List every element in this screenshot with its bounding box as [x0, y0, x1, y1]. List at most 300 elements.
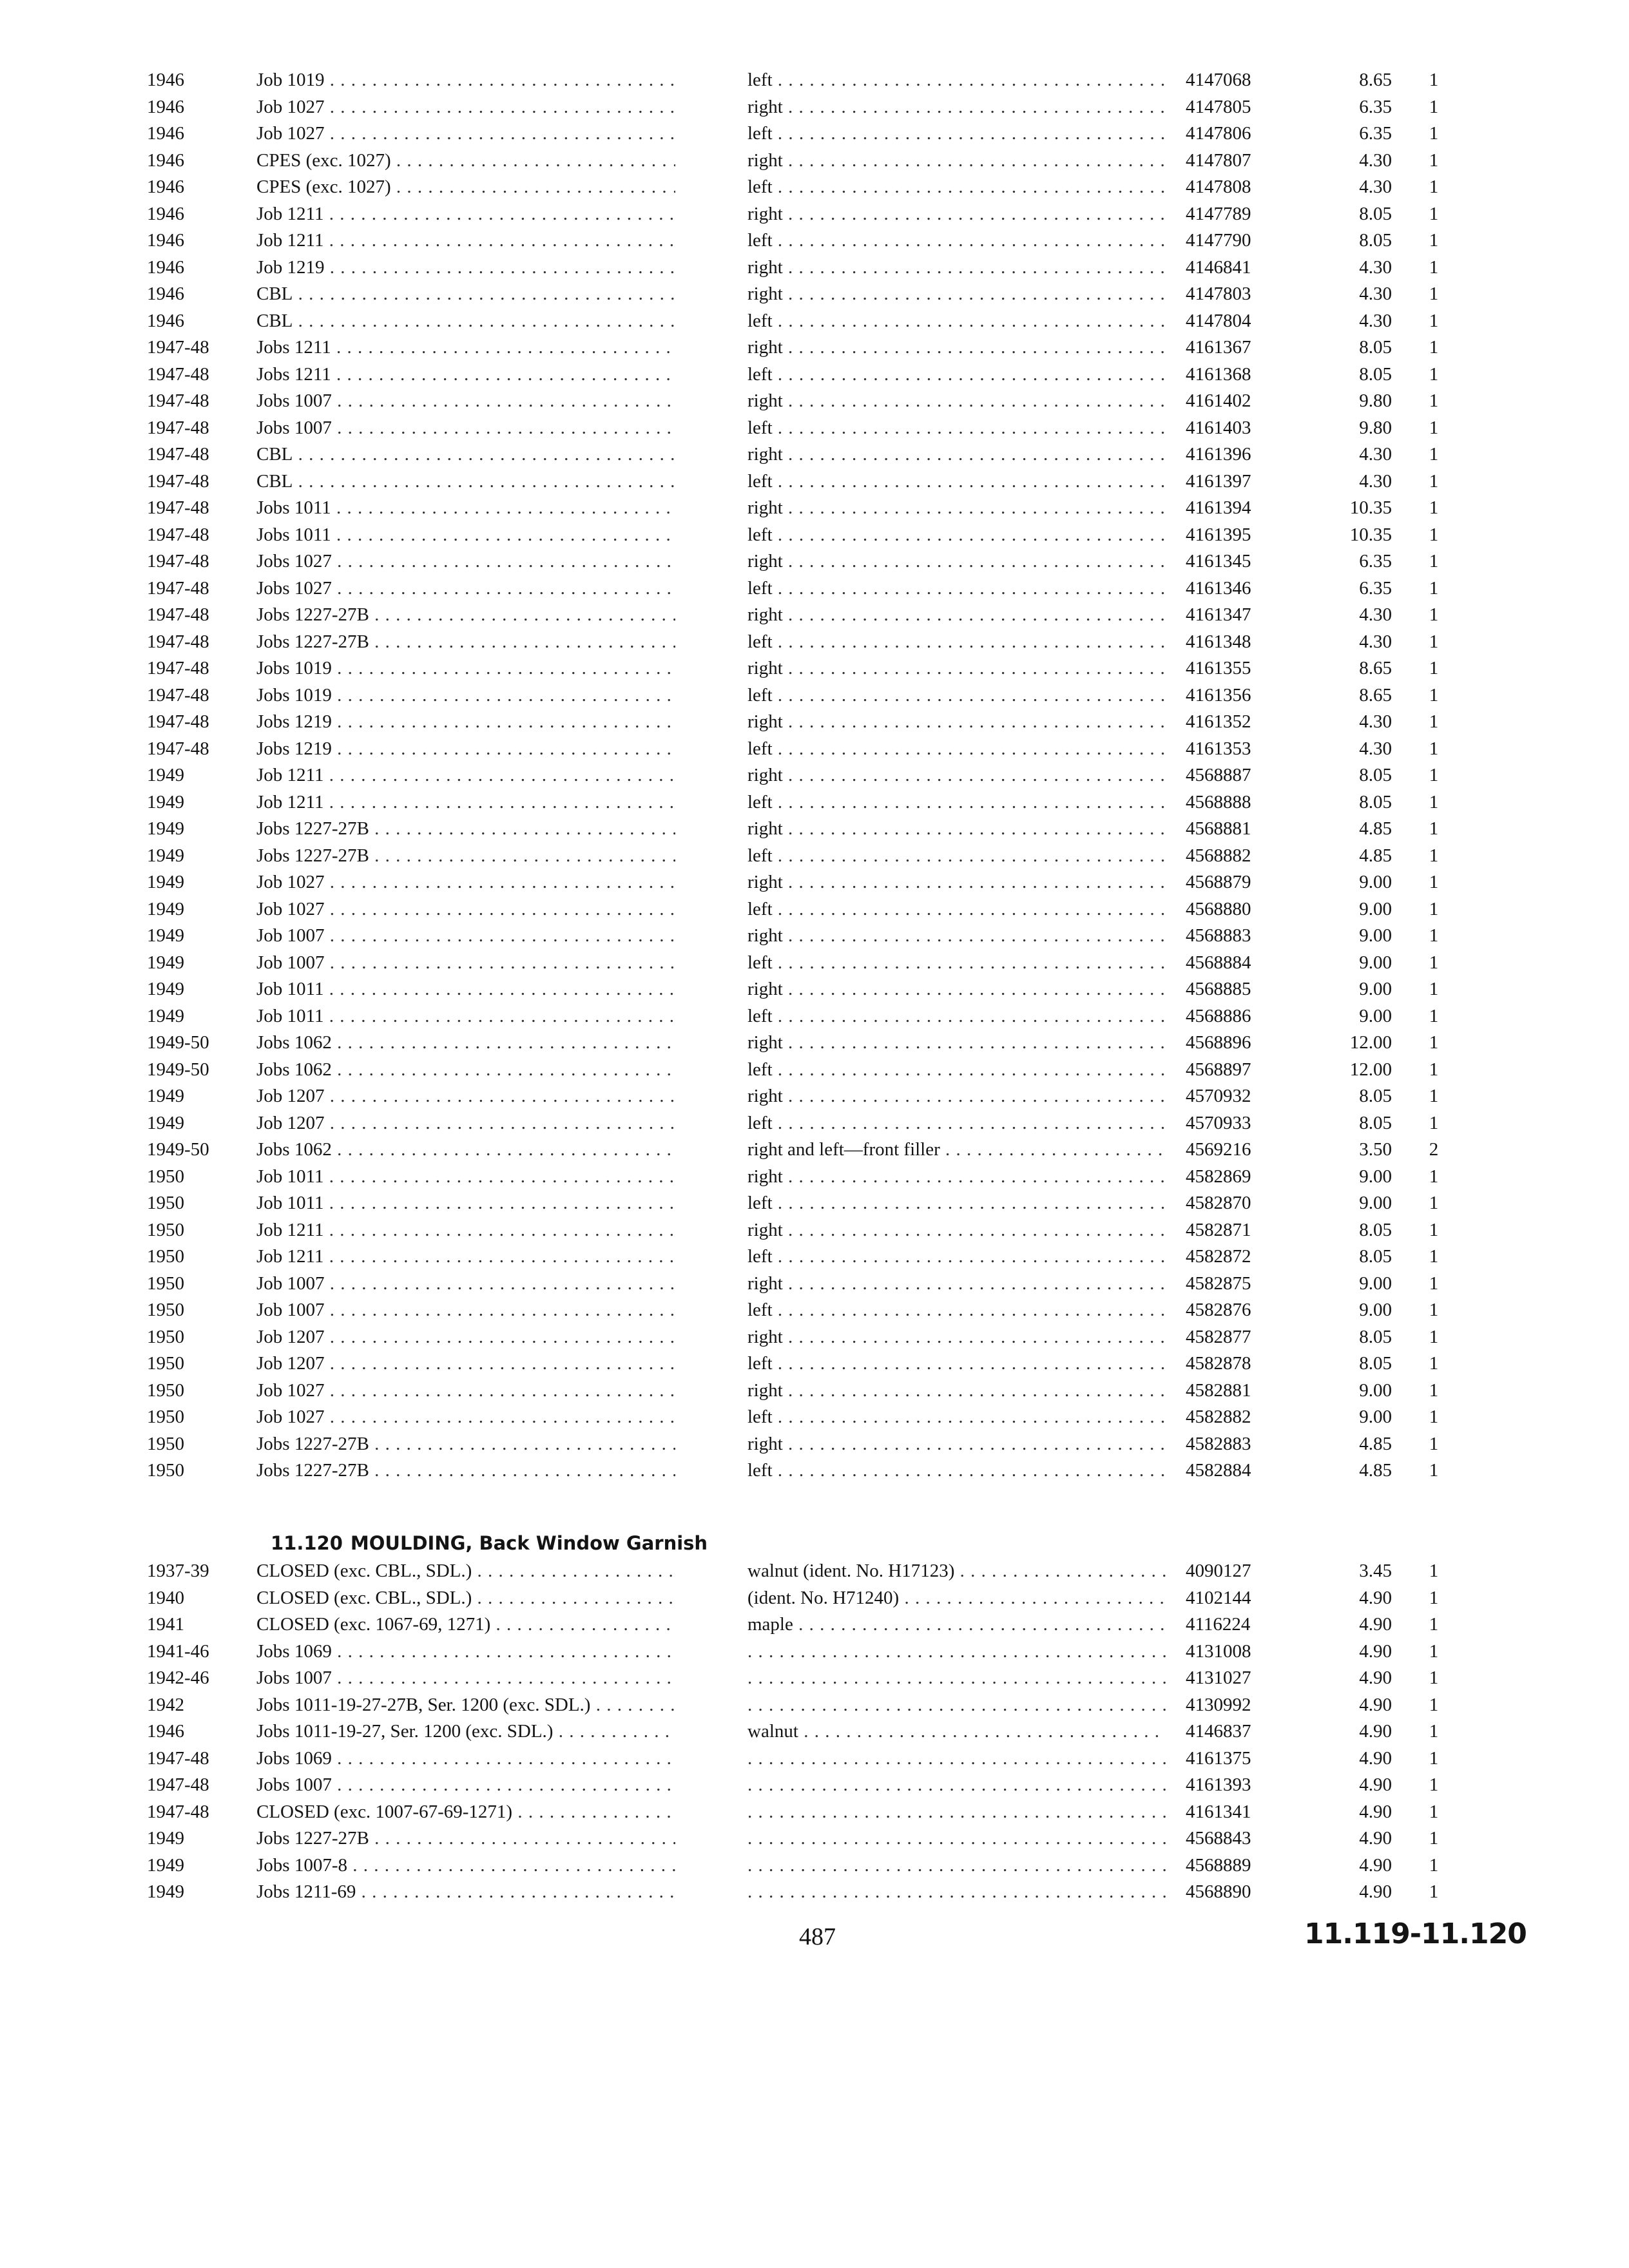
year-cell: 1949 — [147, 845, 184, 866]
quantity-cell: 1 — [1429, 1614, 1439, 1635]
description-cell — [747, 1852, 1166, 1879]
price-cell: 8.65 — [1359, 658, 1392, 678]
table-row — [0, 1558, 1629, 1584]
description-cell: right . . . — [747, 869, 1166, 896]
quantity-cell: 1 — [1429, 203, 1439, 224]
table-row — [0, 1692, 1629, 1718]
year-cell: 1946 — [147, 256, 184, 278]
description-cell: left . . . — [747, 1297, 1166, 1323]
part-number-cell: 4568896 — [1186, 1032, 1251, 1053]
part-number-cell: 4161395 — [1186, 524, 1251, 545]
table-row — [0, 1057, 1629, 1083]
part-number-cell: 4582882 — [1186, 1407, 1251, 1427]
job-cell: Job 1019 . . . — [256, 67, 675, 93]
job-cell: Jobs 1227-27B . . . — [256, 629, 675, 655]
year-cell: 1947-48 — [147, 551, 209, 572]
part-number-cell: 4568886 — [1186, 1005, 1251, 1026]
price-cell: 8.05 — [1359, 1112, 1392, 1133]
table-row — [0, 201, 1629, 227]
quantity-cell: 1 — [1429, 1379, 1439, 1401]
table-row — [0, 94, 1629, 120]
table-row — [0, 1639, 1629, 1665]
job-cell: Job 1027 . . . — [256, 94, 675, 120]
part-number-cell: 4116224 — [1186, 1614, 1251, 1635]
description-cell: left . . . — [747, 1003, 1166, 1030]
price-cell: 3.50 — [1359, 1139, 1392, 1160]
price-cell: 9.00 — [1359, 898, 1392, 919]
price-cell: 4.90 — [1359, 1721, 1392, 1742]
part-number-cell: 4582877 — [1186, 1326, 1251, 1347]
price-cell: 4.90 — [1359, 1854, 1392, 1876]
price-cell: 9.00 — [1359, 872, 1392, 892]
job-cell: Jobs 1219 . . . — [256, 709, 675, 735]
quantity-cell: 1 — [1429, 1273, 1439, 1294]
table-row — [0, 976, 1629, 1003]
description-cell: right . . . — [747, 281, 1166, 307]
year-cell: 1950 — [147, 1273, 184, 1294]
price-cell: 6.35 — [1359, 96, 1392, 117]
table-row — [0, 67, 1629, 93]
table-row — [0, 1083, 1629, 1110]
job-cell: Job 1011 . . . — [256, 976, 675, 1003]
year-cell: 1949 — [147, 898, 184, 919]
quantity-cell: 1 — [1429, 1721, 1439, 1742]
quantity-cell: 1 — [1429, 1326, 1439, 1347]
description-cell: left . . . — [747, 468, 1166, 495]
part-number-cell: 4161355 — [1186, 658, 1251, 678]
year-cell: 1947-48 — [147, 497, 209, 518]
quantity-cell: 1 — [1429, 524, 1439, 545]
part-number-cell: 4568843 — [1186, 1828, 1251, 1849]
job-cell: Jobs 1011-19-27-27B, Ser. 1200 (exc. SDL.) . . . — [256, 1692, 675, 1718]
part-number-cell: 4582872 — [1186, 1246, 1251, 1267]
quantity-cell: 1 — [1429, 337, 1439, 358]
price-cell: 8.05 — [1359, 337, 1392, 358]
part-number-cell: 4147806 — [1186, 123, 1251, 144]
quantity-cell: 1 — [1429, 417, 1439, 438]
part-number-cell: 4568897 — [1186, 1059, 1251, 1080]
price-cell: 9.00 — [1359, 1300, 1392, 1320]
job-cell: Job 1211 . . . — [256, 789, 675, 816]
price-cell: 9.00 — [1359, 1379, 1392, 1401]
year-cell: 1946 — [147, 203, 184, 224]
table-row — [0, 816, 1629, 842]
description-cell: left . . . — [747, 629, 1166, 655]
quantity-cell: 1 — [1429, 577, 1439, 599]
table-row — [0, 1718, 1629, 1745]
table-row — [0, 1164, 1629, 1190]
year-cell: 1949 — [147, 872, 184, 892]
table-row — [0, 227, 1629, 254]
year-cell: 1947-48 — [147, 363, 209, 385]
year-cell: 1949 — [147, 1005, 184, 1026]
table-row — [0, 148, 1629, 174]
job-cell: Job 1027 . . . — [256, 896, 675, 923]
description-cell: left . . . — [747, 736, 1166, 762]
quantity-cell: 1 — [1429, 979, 1439, 999]
table-row — [0, 1799, 1629, 1825]
part-number-cell: 4570933 — [1186, 1112, 1251, 1133]
table-row — [0, 388, 1629, 414]
year-cell: 1946 — [147, 149, 184, 171]
part-number-cell: 4582870 — [1186, 1193, 1251, 1213]
year-cell: 1950 — [147, 1246, 184, 1267]
job-cell: Jobs 1227-27B . . . — [256, 1457, 675, 1484]
quantity-cell: 1 — [1429, 230, 1439, 251]
table-row — [0, 334, 1629, 361]
price-cell: 4.90 — [1359, 1667, 1392, 1688]
job-cell: Job 1007 . . . — [256, 950, 675, 976]
price-cell: 8.05 — [1359, 765, 1392, 785]
price-cell: 4.30 — [1359, 711, 1392, 732]
section-heading — [271, 1532, 708, 1554]
price-cell: 4.30 — [1359, 149, 1392, 171]
job-cell: Job 1207 . . . — [256, 1110, 675, 1137]
job-cell: CLOSED (exc. CBL., SDL.) . . . — [256, 1558, 675, 1584]
table-row — [0, 548, 1629, 575]
table-row — [0, 1110, 1629, 1137]
year-cell: 1949-50 — [147, 1032, 209, 1053]
year-cell: 1950 — [147, 1166, 184, 1187]
quantity-cell: 1 — [1429, 1433, 1439, 1454]
description-cell: left . . . — [747, 950, 1166, 976]
job-cell: Jobs 1027 . . . — [256, 575, 675, 602]
description-cell — [747, 1639, 1166, 1665]
table-row — [0, 1137, 1629, 1163]
price-cell: 4.90 — [1359, 1828, 1392, 1849]
year-cell: 1949 — [147, 1086, 184, 1106]
year-cell: 1950 — [147, 1460, 184, 1481]
quantity-cell: 1 — [1429, 1059, 1439, 1080]
price-cell: 4.30 — [1359, 631, 1392, 652]
job-cell: Jobs 1011 . . . — [256, 495, 675, 521]
table-row — [0, 495, 1629, 521]
table-row — [0, 629, 1629, 655]
job-cell: Jobs 1227-27B . . . — [256, 1825, 675, 1852]
table-row — [0, 441, 1629, 468]
year-cell: 1949 — [147, 765, 184, 785]
job-cell: Job 1211 . . . — [256, 762, 675, 789]
price-cell: 4.30 — [1359, 738, 1392, 759]
table-row — [0, 789, 1629, 816]
job-cell: Job 1211 . . . — [256, 227, 675, 254]
part-number-cell: 4568885 — [1186, 979, 1251, 999]
description-cell — [747, 1665, 1166, 1691]
price-cell: 4.30 — [1359, 470, 1392, 492]
year-cell: 1947-48 — [147, 417, 209, 438]
year-cell: 1947-48 — [147, 577, 209, 599]
job-cell: Jobs 1227-27B . . . — [256, 816, 675, 842]
job-cell: Jobs 1019 . . . — [256, 655, 675, 682]
job-cell: CLOSED (exc. 1007-67-69-1271) . . . — [256, 1799, 675, 1825]
year-cell: 1947-48 — [147, 1801, 209, 1822]
quantity-cell: 1 — [1429, 711, 1439, 732]
price-cell: 4.90 — [1359, 1587, 1392, 1608]
part-number-cell: 4568880 — [1186, 898, 1251, 919]
job-cell: CLOSED (exc. 1067-69, 1271) . . . — [256, 1611, 675, 1638]
quantity-cell: 1 — [1429, 872, 1439, 892]
table-row — [0, 468, 1629, 495]
year-cell: 1946 — [147, 284, 184, 304]
part-number-cell: 4568881 — [1186, 818, 1251, 839]
price-cell: 10.35 — [1349, 497, 1392, 518]
part-number-cell: 4147790 — [1186, 230, 1251, 251]
description-cell: left . . . — [747, 67, 1166, 93]
quantity-cell: 1 — [1429, 791, 1439, 812]
table-row — [0, 1324, 1629, 1350]
section-range: 11.119-11.120 — [1304, 1917, 1527, 1950]
price-cell: 9.80 — [1359, 417, 1392, 438]
quantity-cell: 1 — [1429, 551, 1439, 572]
price-cell: 4.90 — [1359, 1614, 1392, 1635]
year-cell: 1949 — [147, 1881, 184, 1902]
price-cell: 8.65 — [1359, 684, 1392, 706]
description-cell: right . . . — [747, 334, 1166, 361]
description-cell: left . . . — [747, 682, 1166, 709]
description-cell — [747, 1692, 1166, 1718]
quantity-cell: 1 — [1429, 1246, 1439, 1267]
description-cell: left . . . — [747, 843, 1166, 869]
year-cell: 1950 — [147, 1433, 184, 1454]
description-cell: left . . . — [747, 1110, 1166, 1137]
job-cell: Job 1027 . . . — [256, 1404, 675, 1430]
year-cell: 1949 — [147, 791, 184, 812]
table-row — [0, 1665, 1629, 1691]
description-cell: right . . . — [747, 1271, 1166, 1297]
year-cell: 1949 — [147, 979, 184, 999]
quantity-cell: 1 — [1429, 444, 1439, 465]
price-cell: 8.05 — [1359, 203, 1392, 224]
price-cell: 4.90 — [1359, 1774, 1392, 1795]
description-cell: walnut . . . — [747, 1718, 1166, 1745]
price-cell: 9.00 — [1359, 1273, 1392, 1294]
description-cell: right . . . — [747, 495, 1166, 521]
year-cell: 1949-50 — [147, 1139, 209, 1160]
price-cell: 4.90 — [1359, 1881, 1392, 1902]
job-cell: Jobs 1062 . . . — [256, 1030, 675, 1056]
part-number-cell: 4147807 — [1186, 149, 1251, 171]
quantity-cell: 1 — [1429, 1561, 1439, 1581]
quantity-cell: 1 — [1429, 1694, 1439, 1715]
part-number-cell: 4568888 — [1186, 791, 1251, 812]
quantity-cell: 1 — [1429, 1881, 1439, 1902]
quantity-cell: 1 — [1429, 1640, 1439, 1662]
part-number-cell: 4570932 — [1186, 1086, 1251, 1106]
quantity-cell: 1 — [1429, 952, 1439, 973]
price-cell: 6.35 — [1359, 551, 1392, 572]
job-cell: Job 1011 . . . — [256, 1003, 675, 1030]
price-cell: 4.85 — [1359, 1460, 1392, 1481]
part-number-cell: 4147789 — [1186, 203, 1251, 224]
job-cell: Jobs 1011 . . . — [256, 522, 675, 548]
quantity-cell: 1 — [1429, 1407, 1439, 1427]
description-cell — [747, 1799, 1166, 1825]
job-cell: CPES (exc. 1027) . . . — [256, 174, 675, 200]
job-cell: Jobs 1227-27B . . . — [256, 1431, 675, 1457]
job-cell: Jobs 1211-69 . . . — [256, 1879, 675, 1905]
quantity-cell: 1 — [1429, 818, 1439, 839]
year-cell: 1947-48 — [147, 390, 209, 411]
job-cell: CBL . . . — [256, 468, 675, 495]
price-cell: 8.05 — [1359, 1086, 1392, 1106]
description-cell: walnut (ident. No. H17123) . . . — [747, 1558, 1166, 1584]
part-number-cell: 4131008 — [1186, 1640, 1251, 1662]
description-cell: right . . . — [747, 255, 1166, 281]
description-cell: right . . . — [747, 201, 1166, 227]
job-cell: Job 1007 . . . — [256, 1271, 675, 1297]
part-number-cell: 4090127 — [1186, 1561, 1251, 1581]
part-number-cell: 4161356 — [1186, 684, 1251, 706]
year-cell: 1950 — [147, 1353, 184, 1374]
table-row — [0, 1611, 1629, 1638]
part-number-cell: 4161403 — [1186, 417, 1251, 438]
price-cell: 4.90 — [1359, 1801, 1392, 1822]
quantity-cell: 1 — [1429, 1353, 1439, 1374]
price-cell: 9.00 — [1359, 979, 1392, 999]
table-row — [0, 950, 1629, 976]
job-cell: Jobs 1227-27B . . . — [256, 843, 675, 869]
description-cell: right . . . — [747, 548, 1166, 575]
table-row — [0, 1350, 1629, 1377]
description-cell: left . . . — [747, 1244, 1166, 1270]
year-cell: 1949 — [147, 952, 184, 973]
price-cell: 9.80 — [1359, 390, 1392, 411]
price-cell: 3.45 — [1359, 1561, 1392, 1581]
description-cell: left . . . — [747, 896, 1166, 923]
price-cell: 8.05 — [1359, 1246, 1392, 1267]
description-cell — [747, 1745, 1166, 1772]
quantity-cell: 1 — [1429, 898, 1439, 919]
table-row — [0, 602, 1629, 628]
table-row — [0, 522, 1629, 548]
price-cell: 8.05 — [1359, 791, 1392, 812]
job-cell: Job 1011 . . . — [256, 1190, 675, 1216]
description-cell: left . . . — [747, 120, 1166, 147]
part-number-cell: 4147804 — [1186, 310, 1251, 331]
table-row — [0, 1271, 1629, 1297]
quantity-cell: 1 — [1429, 149, 1439, 171]
table-row — [0, 575, 1629, 602]
price-cell: 9.00 — [1359, 1005, 1392, 1026]
year-cell: 1950 — [147, 1407, 184, 1427]
table-row — [0, 655, 1629, 682]
job-cell: CBL . . . — [256, 281, 675, 307]
table-row — [0, 1745, 1629, 1772]
table-row — [0, 120, 1629, 147]
year-cell: 1947-48 — [147, 631, 209, 652]
quantity-cell: 1 — [1429, 631, 1439, 652]
price-cell: 8.05 — [1359, 230, 1392, 251]
job-cell: Jobs 1007 . . . — [256, 415, 675, 441]
table-row — [0, 255, 1629, 281]
table-row — [0, 869, 1629, 896]
description-cell: left . . . — [747, 415, 1166, 441]
table-row — [0, 1003, 1629, 1030]
table-row — [0, 1585, 1629, 1611]
description-cell: left . . . — [747, 308, 1166, 334]
price-cell: 4.30 — [1359, 604, 1392, 625]
job-cell: Jobs 1227-27B . . . — [256, 602, 675, 628]
part-number-cell: 4582884 — [1186, 1460, 1251, 1481]
job-cell: Job 1027 . . . — [256, 1378, 675, 1404]
description-cell: right . . . — [747, 923, 1166, 949]
part-number-cell: 4147068 — [1186, 70, 1251, 90]
quantity-cell: 1 — [1429, 845, 1439, 866]
part-number-cell: 4568889 — [1186, 1854, 1251, 1876]
price-cell: 12.00 — [1349, 1032, 1392, 1053]
price-cell: 8.65 — [1359, 70, 1392, 90]
table-row — [0, 308, 1629, 334]
table-row — [0, 1431, 1629, 1457]
page-number: 487 — [799, 1923, 836, 1950]
price-cell: 8.05 — [1359, 1353, 1392, 1374]
description-cell: right . . . — [747, 1030, 1166, 1056]
part-number-cell: 4568887 — [1186, 765, 1251, 785]
job-cell: Job 1027 . . . — [256, 120, 675, 147]
year-cell: 1947-48 — [147, 711, 209, 732]
year-cell: 1947-48 — [147, 444, 209, 465]
quantity-cell: 1 — [1429, 96, 1439, 117]
quantity-cell: 1 — [1429, 925, 1439, 946]
price-cell: 4.90 — [1359, 1747, 1392, 1769]
year-cell: 1950 — [147, 1379, 184, 1401]
price-cell: 4.30 — [1359, 177, 1392, 197]
description-cell: left . . . — [747, 227, 1166, 254]
price-cell: 8.05 — [1359, 1219, 1392, 1240]
year-cell: 1949 — [147, 818, 184, 839]
table-row — [0, 1457, 1629, 1484]
part-number-cell: 4161367 — [1186, 337, 1251, 358]
description-cell: (ident. No. H71240) . . . — [747, 1585, 1166, 1611]
year-cell: 1949 — [147, 1828, 184, 1849]
quantity-cell: 1 — [1429, 177, 1439, 197]
part-number-cell: 4131027 — [1186, 1667, 1251, 1688]
table-row — [0, 923, 1629, 949]
quantity-cell: 1 — [1429, 1774, 1439, 1795]
job-cell: Jobs 1211 . . . — [256, 334, 675, 361]
table-row — [0, 843, 1629, 869]
job-cell: Job 1011 . . . — [256, 1164, 675, 1190]
year-cell: 1950 — [147, 1219, 184, 1240]
description-cell: left . . . — [747, 361, 1166, 388]
part-number-cell: 4161347 — [1186, 604, 1251, 625]
part-number-cell: 4582876 — [1186, 1300, 1251, 1320]
quantity-cell: 1 — [1429, 1032, 1439, 1053]
year-cell: 1949 — [147, 925, 184, 946]
table-row — [0, 682, 1629, 709]
year-cell: 1937-39 — [147, 1561, 209, 1581]
price-cell: 4.30 — [1359, 444, 1392, 465]
job-cell: Jobs 1069 . . . — [256, 1745, 675, 1772]
quantity-cell: 1 — [1429, 1219, 1439, 1240]
part-number-cell: 4147808 — [1186, 177, 1251, 197]
description-cell: left . . . — [747, 1404, 1166, 1430]
price-cell: 8.05 — [1359, 1326, 1392, 1347]
description-cell: right . . . — [747, 709, 1166, 735]
description-cell — [747, 1772, 1166, 1798]
part-number-cell: 4568882 — [1186, 845, 1251, 866]
description-cell: right . . . — [747, 1378, 1166, 1404]
price-cell: 4.90 — [1359, 1640, 1392, 1662]
year-cell: 1950 — [147, 1193, 184, 1213]
price-cell: 12.00 — [1349, 1059, 1392, 1080]
table-row — [0, 361, 1629, 388]
year-cell: 1946 — [147, 1721, 184, 1742]
job-cell: Job 1207 . . . — [256, 1350, 675, 1377]
price-cell: 4.30 — [1359, 256, 1392, 278]
job-cell: Jobs 1007-8 . . . — [256, 1852, 675, 1879]
part-number-cell: 4130992 — [1186, 1694, 1251, 1715]
